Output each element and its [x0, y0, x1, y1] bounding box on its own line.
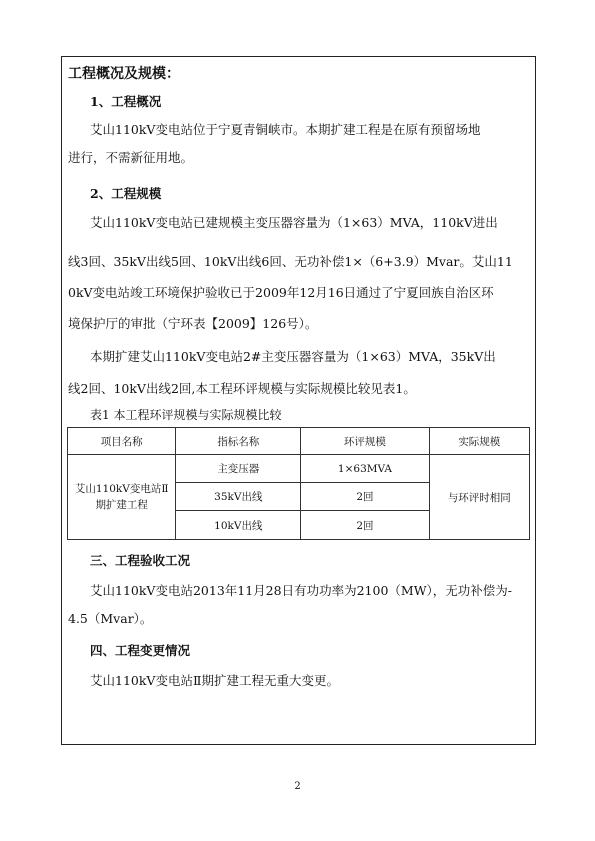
scale-line-4: 境保护厅的审批（宁环表【2009】126号）。: [68, 316, 318, 331]
comparison-table: [67, 427, 530, 540]
header-actual: 实际规模: [429, 428, 529, 455]
scale-line-2: 线3回、35kV出线5回、10kV出线6回、无功补偿1×（6+3.9）Mvar。艾山11: [68, 254, 513, 269]
acceptance-line-2: 4.5（Mvar）。: [68, 611, 153, 626]
section-title: 工程概况及规模：: [68, 66, 180, 82]
project-name-cell: [68, 455, 176, 540]
table-row: [68, 455, 530, 483]
header-project: 项目名称: [68, 428, 176, 455]
overview-line-1: 艾山110kV变电站位于宁夏青铜峡市。本期扩建工程是在原有预留场地: [90, 122, 481, 137]
expansion-line-1: 本期扩建艾山110kV变电站2#主变压器容量为（1×63）MVA，35kV出: [90, 349, 496, 364]
header-indicator: 指标名称: [176, 428, 301, 455]
indicator-cell: 主变压器: [176, 455, 301, 483]
heading-scale: 2、工程规模: [90, 186, 162, 201]
project-name-line-1: 艾山110kV变电站Ⅱ: [74, 483, 169, 495]
indicator-cell: 35kV出线: [176, 483, 301, 511]
project-name-line-2: 期扩建工程: [95, 499, 148, 511]
indicator-cell: 10kV出线: [176, 511, 301, 540]
heading-changes: 四、工程变更情况: [90, 643, 191, 658]
scale-line-3: 0kV变电站竣工环境保护验收已于2009年12月16日通过了宁夏回族自治区环: [68, 285, 494, 300]
scale-line-1: 艾山110kV变电站已建规模主变压器容量为（1×63）MVA，110kV进出: [90, 215, 498, 230]
heading-overview: 1、工程概况: [90, 94, 162, 109]
table-caption: 表1 本工程环评规模与实际规模比较: [90, 408, 282, 422]
heading-acceptance: 三、工程验收工况: [90, 553, 191, 568]
page-number: 2: [294, 781, 301, 792]
overview-line-2: 进行，不需新征用地。: [68, 150, 194, 165]
table-header-row: [68, 428, 530, 455]
actual-cell: 与环评时相同: [429, 455, 529, 540]
acceptance-line-1: 艾山110kV变电站2013年11月28日有功功率为2100（MW），无功补偿为-: [90, 583, 513, 598]
expansion-line-2: 线2回、10kV出线2回,本工程环评规模与实际规模比较见表1。: [68, 381, 416, 396]
header-eia: 环评规模: [301, 428, 429, 455]
changes-line-1: 艾山110kV变电站Ⅱ期扩建工程无重大变更。: [90, 673, 339, 688]
eia-cell: 2回: [301, 511, 429, 540]
eia-cell: 2回: [301, 483, 429, 511]
eia-cell: 1×63MVA: [301, 455, 429, 483]
